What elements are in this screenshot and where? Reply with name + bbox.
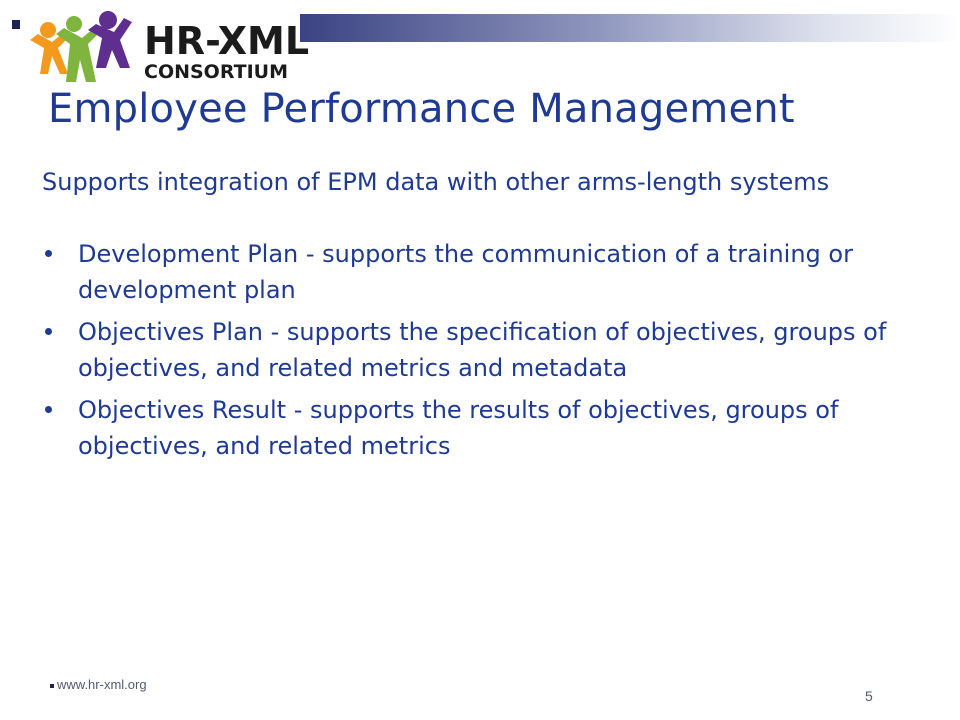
logo-name-line2: CONSORTIUM xyxy=(144,61,288,83)
bullet-text: Development Plan - supports the communication of a training or development plan xyxy=(78,240,853,304)
bullet-text: Objectives Plan - supports the specification of objectives, groups of objectives, and related metrics and metadata xyxy=(78,318,887,382)
logo-name-line1: HR-XML xyxy=(144,19,310,63)
hr-xml-logo xyxy=(26,4,316,96)
bullet-list xyxy=(42,236,922,464)
footer-url-text[interactable]: www.hr-xml.org xyxy=(57,677,147,692)
header-gradient-bar xyxy=(300,14,960,42)
bullet-dot-icon xyxy=(45,250,52,257)
slide-body xyxy=(42,164,922,470)
logo-purple-figure-icon xyxy=(88,11,132,68)
bullet-text: Objectives Result - supports the results of objectives, groups of objectives, and related metrics xyxy=(78,396,839,460)
intro-paragraph: Supports integration of EPM data with other arms-length systems xyxy=(42,168,830,196)
footer-url[interactable] xyxy=(50,677,147,692)
corner-square-decoration xyxy=(12,20,20,29)
bullet-dot-icon xyxy=(45,328,52,335)
bullet-dot-icon xyxy=(45,406,52,413)
slide-title: Employee Performance Management xyxy=(48,86,795,132)
bullet-item xyxy=(42,236,922,308)
page-number: 5 xyxy=(865,688,873,704)
footer-bullet-square-icon xyxy=(50,684,54,688)
bullet-item xyxy=(42,392,922,464)
bullet-item xyxy=(42,314,922,386)
